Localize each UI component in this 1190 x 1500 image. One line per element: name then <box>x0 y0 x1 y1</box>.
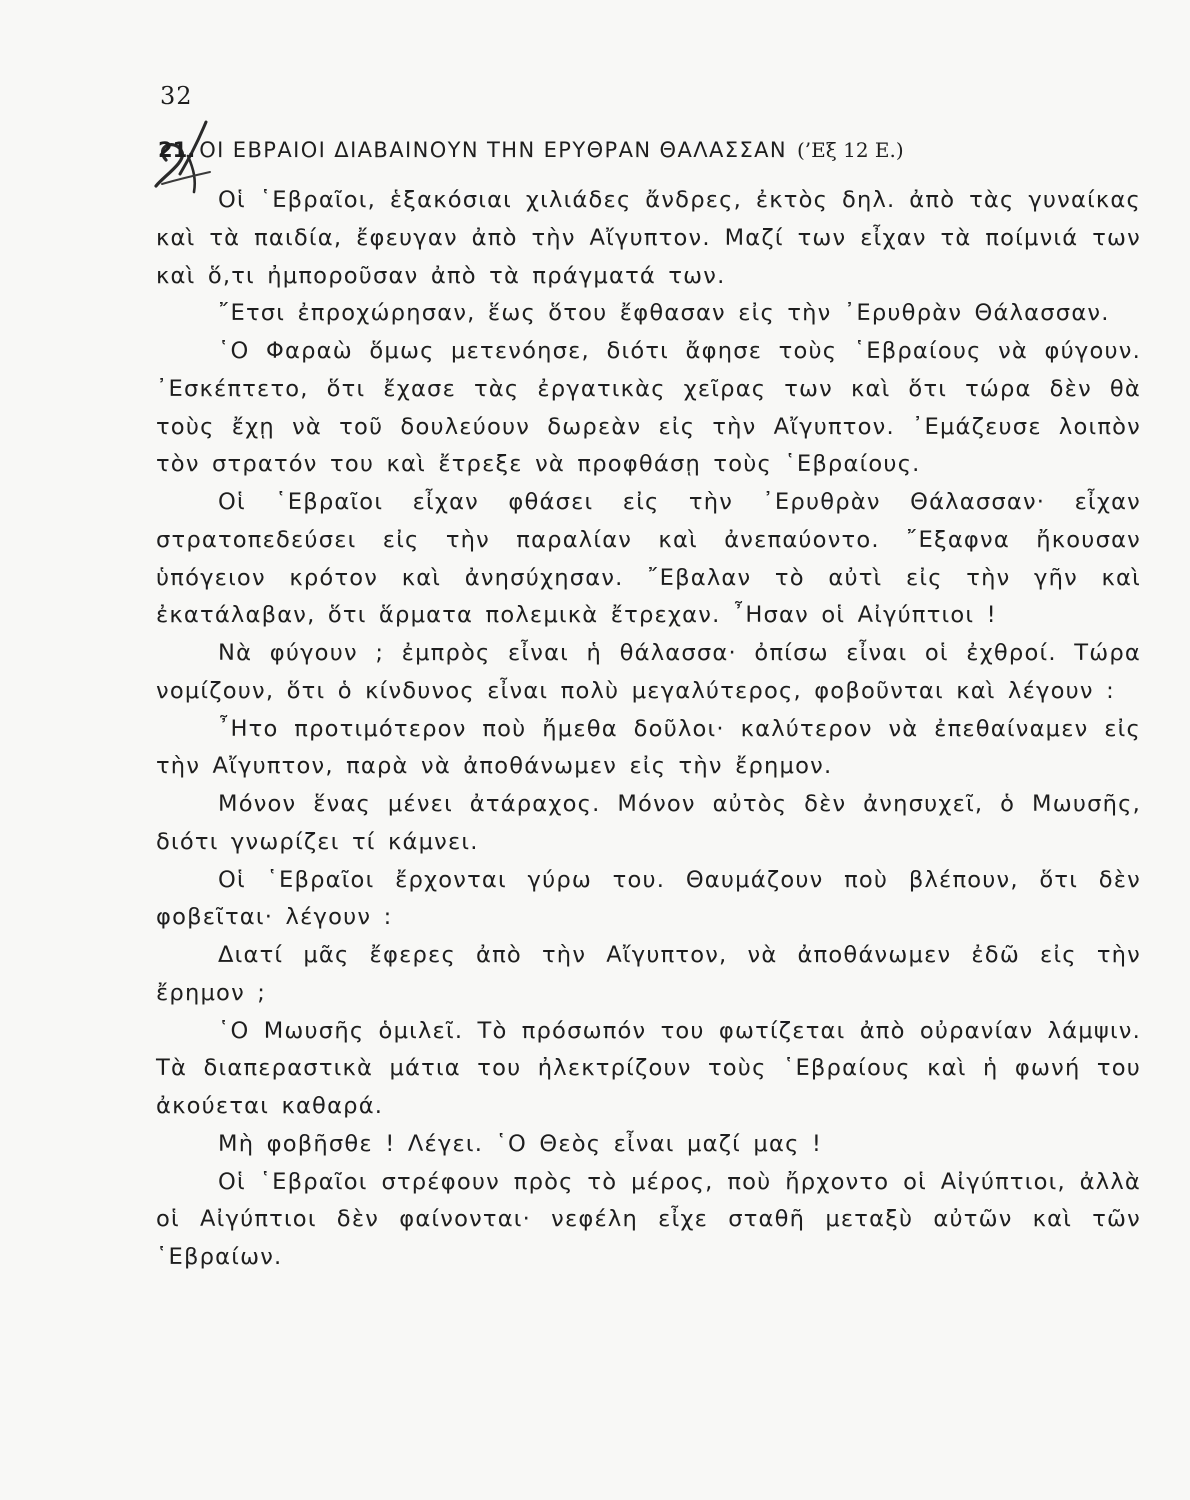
paragraph: Οἱ ῾Εβραῖοι στρέφουν πρὸς τὸ μέρος, ποὺ ἤρχοντο οἱ Αἰγύπτιοι, ἀλλὰ οἱ Αἰγύπτιοι δὲν φαίνονται· νεφέλη εἶχε σταθῆ μεταξὺ αὐτῶν καὶ τῶν ῾Εβραίων. <box>156 1168 1141 1270</box>
section-heading: ΟΙ ΕΒΡΑΙΟΙ ΔΙΑΒΑΙΝΟΥΝ ΤΗΝ ΕΡΥΘΡΑΝ ΘΑΛΑΣΣΑΝ <box>199 138 787 162</box>
paragraph: ῎Ετσι ἐπροχώρησαν, ἕως ὅτου ἔφθασαν εἰς τὴν ᾿Ερυθρὰν Θάλασσαν. <box>218 300 1110 327</box>
paragraph: Διατί μᾶς ἔφερες ἀπὸ τὴν Αἴγυπτον, νὰ ἀποθάνωμεν ἐδῶ εἰς τὴν ἔρημον ; <box>156 942 1141 1006</box>
paragraph: Οἱ ῾Εβραῖοι, ἑξακόσιαι χιλιάδες ἄνδρες, ἐκτὸς δηλ. ἀπὸ τὰς γυναίκας καὶ τὰ παιδία, ἔφευγαν ἀπὸ τὴν Αἴγυπτον. Μαζί των εἶχαν τὰ ποίμνιά των καὶ ὅ,τι ἠμποροῦσαν ἀπὸ τὰ πράγματά των. <box>156 187 1141 289</box>
paragraph: ῏Ητο προτιμότερον ποὺ ἤμεθα δοῦλοι· καλύτερον νὰ ἐπεθαίναμεν εἰς τὴν Αἴγυπτον, παρὰ νὰ ἀποθάνωμεν εἰς τὴν ἔρημον. <box>156 715 1141 780</box>
paragraph: ῾Ο Μωυσῆς ὁμιλεῖ. Τὸ πρόσωπόν του φωτίζεται ἀπὸ οὐρανίαν λάμψιν. Τὰ διαπεραστικὰ μάτια του ἠλεκτρίζουν τοὺς ῾Εβραίους καὶ ἡ φωνή του ἀκούεται καθαρά. <box>156 1017 1141 1119</box>
body-text <box>156 182 1141 1277</box>
page-number: 32 <box>160 82 193 110</box>
section-title <box>158 138 904 162</box>
paragraph: Μόνον ἕνας μένει ἀτάραχος. Μόνον αὐτὸς δὲν ἀνησυχεῖ, ὁ Μωυσῆς, διότι γνωρίζει τί κάμνει. <box>156 791 1141 855</box>
scripture-reference: (’Εξ 12 Ε.) <box>796 138 904 162</box>
paragraph: Μὴ φοβῆσθε ! Λέγει. ῾Ο Θεὸς εἶναι μαζί μας ! <box>218 1130 823 1157</box>
section-number: 21. <box>158 138 196 162</box>
paragraph: Νὰ φύγουν ; ἐμπρὸς εἶναι ἡ θάλασσα· ὀπίσω εἶναι οἱ ἐχθροί. Τώρα νομίζουν, ὅτι ὁ κίνδυνος εἶναι πολὺ μεγαλύτερος, φοβοῦνται καὶ λέγουν : <box>156 640 1141 704</box>
paragraph: Οἱ ῾Εβραῖοι ἔρχονται γύρω του. Θαυμάζουν ποὺ βλέπουν, ὅτι δὲν φοβεῖται· λέγουν : <box>156 866 1141 931</box>
paragraph: ῾Ο Φαραὼ ὅμως μετενόησε, διότι ἄφησε τοὺς ῾Εβραίους νὰ φύγουν. ᾿Εσκέπτετο, ὅτι ἔχασε τὰς ἐργατικὰς χεῖρας των καὶ ὅτι τώρα δὲν θὰ τοὺς ἔχῃ νὰ τοῦ δουλεύουν δωρεὰν εἰς τὴν Αἴγυπτον. ᾿Εμάζευσε λοιπὸν τὸν στρατόν του καὶ ἔτρεξε νὰ προφθάσῃ τοὺς ῾Εβραίους. <box>156 338 1141 478</box>
paragraph: Οἱ ῾Εβραῖοι εἶχαν φθάσει εἰς τὴν ᾿Ερυθρὰν Θάλασσαν· εἶχαν στρατοπεδεύσει εἰς τὴν παραλίαν καὶ ἀνεπαύοντο. ῎Εξαφνα ἤκουσαν ὑπόγειον κρότον καὶ ἀνησύχησαν. ῎Εβαλαν τὸ αὐτὶ εἰς τὴν γῆν καὶ ἐκατάλαβαν, ὅτι ἅρματα πολεμικὰ ἔτρεχαν. ῏Ησαν οἱ Αἰγύπτιοι ! <box>156 489 1141 629</box>
